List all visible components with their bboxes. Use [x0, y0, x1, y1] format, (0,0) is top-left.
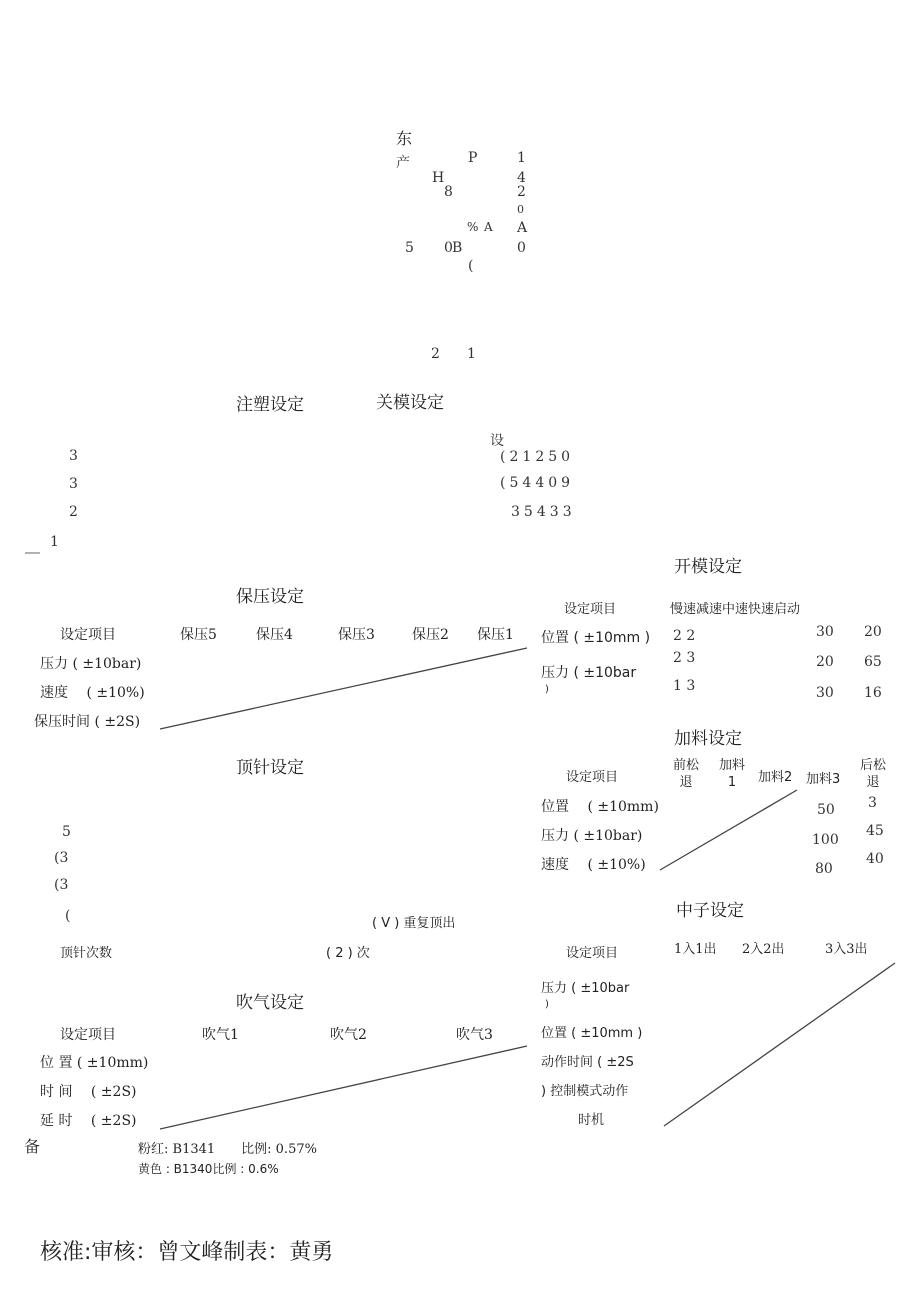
remarks-line: 粉红: B1341 比例: 0.57% [138, 1142, 317, 1157]
charging-value: 45 [866, 823, 884, 839]
mold-open-value: 30 [816, 685, 834, 701]
blow-header-item: 设定项目 [60, 1027, 116, 1043]
header-char: H [432, 170, 445, 186]
core-row-label: 动作时间 ( ±2S [541, 1055, 634, 1070]
mold-open-row-label: 位置 ( ±10mm ) [541, 630, 651, 646]
header-char: 2 [431, 346, 440, 362]
header-char: 5 [405, 240, 414, 256]
mold-open-row-label: ) [545, 684, 549, 695]
remarks-line: 黄色 : B1340比例 : 0.6% [138, 1162, 279, 1176]
holding-diagonal-line [160, 648, 527, 729]
mold-open-header-item: 设定项目 [564, 602, 617, 617]
blow-row-label: 时 间 ( ±2S) [40, 1084, 137, 1100]
header-char: 0 [517, 203, 524, 216]
holding-row-label: 压力 ( ±10bar) [40, 656, 142, 672]
mold-close-row: 35433 [511, 504, 576, 520]
injection-value: 1 [50, 534, 59, 550]
mold-open-value: 16 [864, 685, 882, 701]
core-row-label: ) 控制模式动作 [541, 1084, 629, 1099]
injection-value: 3 [69, 476, 78, 492]
charging-diagonal-line [660, 790, 797, 870]
holding-col: 保压4 [256, 627, 293, 643]
blow-row-label: 位 置 ( ±10mm) [40, 1055, 149, 1071]
holding-row-label: 速度 ( ±10%) [40, 685, 145, 701]
footer-signatures: 核准:审核：曾文峰制表：黄勇 [40, 1240, 334, 1265]
holding-col: 保压2 [412, 627, 449, 643]
blow-title: 吹气设定 [236, 993, 304, 1013]
mold-open-partial: 2 3 [673, 650, 696, 666]
core-row-label: 时机 [578, 1113, 605, 1128]
mold-close-title: 关模设定 [376, 393, 444, 413]
header-char: 4 [517, 170, 526, 186]
mold-open-partial: 1 3 [673, 678, 696, 694]
header-char: ( [468, 258, 474, 274]
header-char: 东 [396, 129, 413, 148]
mold-close-row: (54409 [500, 475, 575, 491]
core-diagonal-line [664, 963, 895, 1126]
injection-value: 2 [69, 504, 78, 520]
header-char: P [468, 150, 478, 166]
charging-col: 加料1 [718, 758, 745, 790]
core-row-label: ) [545, 999, 549, 1010]
core-col: 3入3出 [825, 942, 868, 957]
mold-close-row: (21250 [500, 449, 575, 465]
blow-col: 吹气1 [202, 1027, 239, 1043]
blow-col: 吹气2 [330, 1027, 367, 1043]
ejector-count-value: ( 2 ) 次 [326, 946, 370, 961]
charging-value: 80 [815, 861, 833, 877]
holding-col: 保压3 [338, 627, 375, 643]
mold-open-row-label: 压力 ( ±10bar [541, 665, 637, 681]
charging-header-item: 设定项目 [566, 770, 619, 785]
holding-col: 保压1 [477, 627, 514, 643]
header-char: % [467, 220, 479, 234]
mold-open-partial: 2 2 [673, 628, 696, 644]
charging-row-label: 位置 ( ±10mm) [541, 799, 659, 815]
charging-row-label: 压力 ( ±10bar) [541, 828, 643, 844]
charging-value: 3 [868, 795, 877, 811]
holding-row-label: 保压时间 ( ±2S) [34, 714, 141, 730]
ejector-value: (3 [54, 877, 69, 893]
mold-open-value: 65 [864, 654, 882, 670]
injection-value: 3 [69, 448, 78, 464]
charging-value: 50 [817, 802, 835, 818]
blow-col: 吹气3 [456, 1027, 493, 1043]
charging-col: 加料2 [758, 770, 793, 785]
core-row-label: 压力 ( ±10bar [541, 981, 630, 996]
header-char: 1 [467, 346, 476, 362]
header-char: B [452, 240, 463, 256]
header-char: 1 [517, 150, 526, 166]
charging-col: 加料3 [806, 772, 841, 787]
mold-open-value: 20 [864, 624, 882, 640]
charging-col: 后松退 [859, 758, 886, 790]
charging-col: 前松退 [672, 758, 699, 790]
mold-open-header-stages: 慢速减速中速快速启动 [670, 602, 801, 617]
header-char: 0 [517, 240, 526, 256]
holding-title: 保压设定 [236, 587, 304, 607]
core-col: 2入2出 [742, 942, 785, 957]
header-char: 产 [396, 155, 410, 171]
ejector-value: ( [65, 908, 71, 924]
injection-title: 注塑设定 [236, 395, 304, 415]
core-title: 中子设定 [676, 901, 744, 921]
header-char: A [484, 220, 493, 234]
header-char: 8 [444, 184, 453, 200]
header-char: 0 [444, 240, 453, 256]
charging-title: 加料设定 [674, 729, 742, 749]
header-char: A [517, 220, 528, 236]
remarks-label: 备 [24, 1137, 41, 1156]
charging-value: 100 [812, 832, 839, 848]
core-row-label: 位置 ( ±10mm ) [541, 1026, 643, 1041]
ejector-value: 5 [62, 824, 71, 840]
blow-row-label: 延 时 ( ±2S) [40, 1113, 137, 1129]
ejector-value: (3 [54, 850, 69, 866]
header-char: 2 [517, 184, 526, 200]
charging-row-label: 速度 ( ±10%) [541, 857, 646, 873]
holding-col: 保压5 [180, 627, 217, 643]
ejector-repeat: ( V ) 重复顶出 [372, 916, 456, 931]
holding-header-item: 设定项目 [60, 627, 116, 643]
mold-open-value: 20 [816, 654, 834, 670]
ejector-title: 顶针设定 [236, 758, 304, 778]
core-header-item: 设定项目 [566, 946, 619, 961]
core-col: 1入1出 [674, 942, 717, 957]
mold-close-header: 设 [490, 433, 504, 449]
mold-open-value: 30 [816, 624, 834, 640]
charging-value: 40 [866, 851, 884, 867]
mold-open-title: 开模设定 [674, 557, 742, 577]
ejector-count-label: 顶针次数 [60, 946, 113, 961]
blow-diagonal-line [160, 1046, 527, 1129]
